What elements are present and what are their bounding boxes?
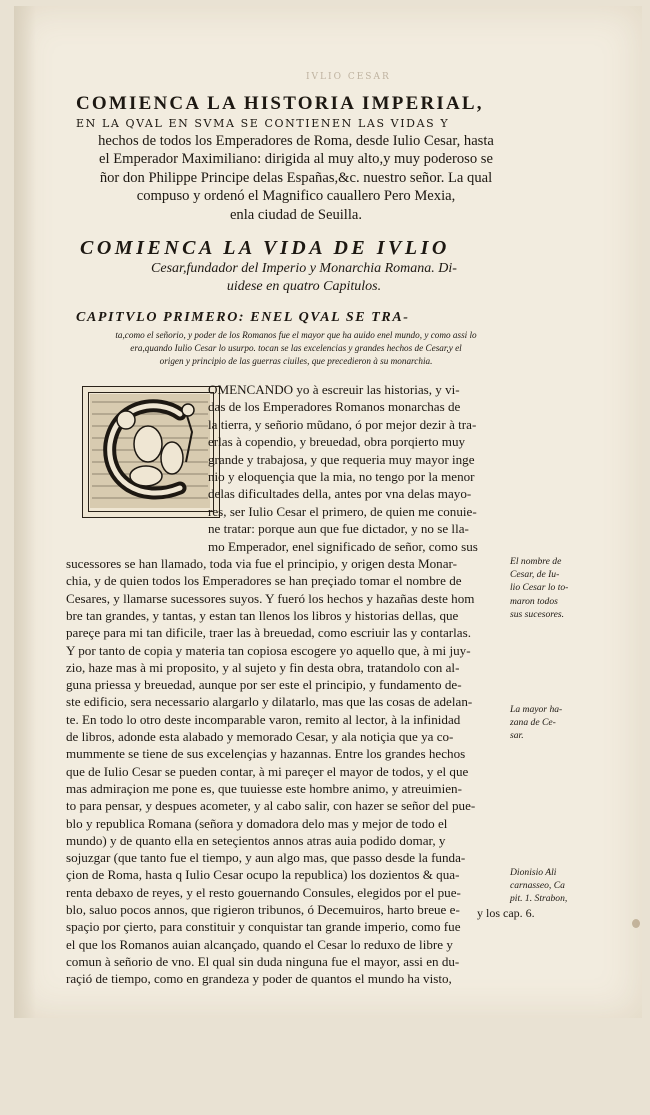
body-line: blo y republica Romana (señora y domadora delo mas y mejor de todo el <box>66 815 448 831</box>
main-title: COMIENCA LA HISTORIA IMPERIAL, <box>76 93 484 114</box>
margin-note-1: El nombre de Cesar, de Iu- lio Cesar lo to- maron todos sus sucesores. <box>510 556 569 620</box>
title-intro-text: hechos de todos los Emperadores de Roma, desde Iulio Cesar, hasta el Emperador Maximiliano: dirigida al muy alto,y muy poderoso se ñor don Philippe Principe delas Españas,&c. nuestro señor. La qual compuso y ordenó el Magnifico cauallero Pero Mexia, enla ciudad de Seuilla. <box>98 133 494 223</box>
body-line: Y por tanto de copia y materia tan copiosa escogere yo aquello que, à mi juy- <box>66 642 471 658</box>
decorated-initial-letter <box>82 386 220 518</box>
body-line: renta debaxo de reyes, y el resto gouernando Consules, elegidos por el pue- <box>66 884 461 900</box>
body-line: Cesares, y llamarse sucessores suyos. Y fueró los hechos y hazañas deste hom <box>66 590 475 606</box>
body-line: mo Emperador, enel significado de señor, como sus <box>208 538 478 554</box>
catchword: y los cap. 6. <box>477 906 535 920</box>
body-line: guna priessa y breuedad, aunque por ser este el principio, y fundamento de- <box>66 677 462 693</box>
body-line: chia, y de quien todos los Emperadores se han preçiado tomar el nombre de <box>66 573 462 589</box>
woodcut-initial-c-icon <box>88 392 212 510</box>
body-line: blo, saluo pocos annos, que rigieron tribunos, ó Decemuiros, harto breue e- <box>66 902 460 917</box>
body-line: nio y eloquençia que la mia, no tengo por la menor <box>208 469 475 484</box>
body-line: çion de Roma, hasta q Iulio Cesar ocupo la republica) los dozientos & qua- <box>66 867 460 883</box>
body-line: bre tan grandes, y tantas, y estan tan llenos los libros y historias dellas, que <box>66 607 459 623</box>
body-line: sucessores se han llamado, toda via fue el principio, y origen desta Monar- <box>66 556 457 571</box>
paper-stain <box>632 919 640 928</box>
body-line: mummente se tiene de sus excelençias y hazannas. Entre los grandes hechos <box>66 746 466 762</box>
page-gutter-shadow <box>14 6 36 1018</box>
body-line: comun à señorio de vno. El qual sin duda ninguna fue el mayor, assi en du- <box>66 953 460 969</box>
body-line: que de Iulio Cesar se pueden contar, à mi pareçer el mayor de todos, y el que <box>66 763 469 779</box>
body-line: delas dificultades della, antes por vna delas mayo- <box>208 486 472 502</box>
body-line: mas admiraçion me pone es, que tuuiesse este hombre animo, y atreuimien- <box>66 780 462 796</box>
body-line: la tierra, y señorio mũdano, ó por mejor dezir à tra- <box>208 416 477 432</box>
body-line: OMENCANDO yo à escreuir las historias, y vi- <box>208 382 460 397</box>
margin-note-3: Dionisio Ali carnasseo, Ca pit. 1. Strabon, <box>510 867 568 905</box>
life-heading: COMIENCA LA VIDA DE IVLIO <box>80 237 450 259</box>
life-subheading: Cesar,fundador del Imperio y Monarchia Romana. Di- uidese en quatro Capitulos. <box>151 261 457 294</box>
body-line: pareçe para mi tan dificile, traer las à breuedad, como escriuir las y contarlas. <box>66 625 471 641</box>
body-line: raçió de tiempo, como en grandeza y poder de quantos el mundo ha visto, <box>66 971 452 987</box>
body-line: zio, haze mas à mi proposito, y al sujeto y fin desta obra, tratandolo con al- <box>66 659 460 675</box>
body-line: grande y trabajosa, y que requeria muy mayor inge <box>208 451 475 467</box>
body-line: res, ser Iulio Cesar el primero, de quien me conuie- <box>208 503 477 519</box>
body-line: ste edificio, sera necessario alargarlo y dilatarlo, mas que las cosas de adelan- <box>66 694 473 710</box>
body-line: spaçio por çierto, para constituir y conquistar tan grande imperio, como fue <box>66 919 461 935</box>
book-page <box>14 6 642 1018</box>
body-line: de libros, adonde esta alabado y memorado Cesar, y ala notiçia que ya co- <box>66 729 454 744</box>
body-line: erlas à copendio, y breuedad, obra porqierto muy <box>208 434 466 450</box>
body-line: mundo) y de quanto ella en seteçientos annos atras auia podido domar, y <box>66 832 446 848</box>
chapter-title: CAPITVLO PRIMERO: ENEL QVAL SE TRA- <box>76 310 410 325</box>
body-line: to para pensar, y despues acometer, y al cabo salir, con hazer se señor del pue- <box>66 798 476 814</box>
body-line: te. En todo lo otro deste incomparable varon, remito al lector, à la infinidad <box>66 711 461 727</box>
body-line: ne tratar: porque aun que fue dictador, y no se lla- <box>208 521 469 537</box>
main-title-subline: EN LA QVAL EN SVMA SE CONTIENEN LAS VIDAS Y <box>76 117 450 130</box>
body-line: das de los Emperadores Romanos monarchas de <box>208 399 461 415</box>
body-line: sojuzgar (que tanto fue el tiempo, y aun algo mas, que passo desde la funda- <box>66 850 466 866</box>
body-text-full <box>66 555 508 1115</box>
margin-note-2: La mayor ha- zana de Ce- sar. <box>510 704 563 742</box>
bleed-through-running-head: IVLIO CESAR <box>306 72 391 82</box>
body-line: el que los Romanos auian alcançado, quando el Cesar lo reduxo de libre y <box>66 936 453 952</box>
chapter-summary: ta,como el señorio, y poder de los Romanos fue el mayor que ha auido enel mundo, y como assi lo era,quando Iulio Cesar lo usurpo. tocan se las excelencias y grandes hechos de Cesar,y el origen y principio de las guerras ciuiles, que precedieron à su monarchia. <box>115 330 477 366</box>
